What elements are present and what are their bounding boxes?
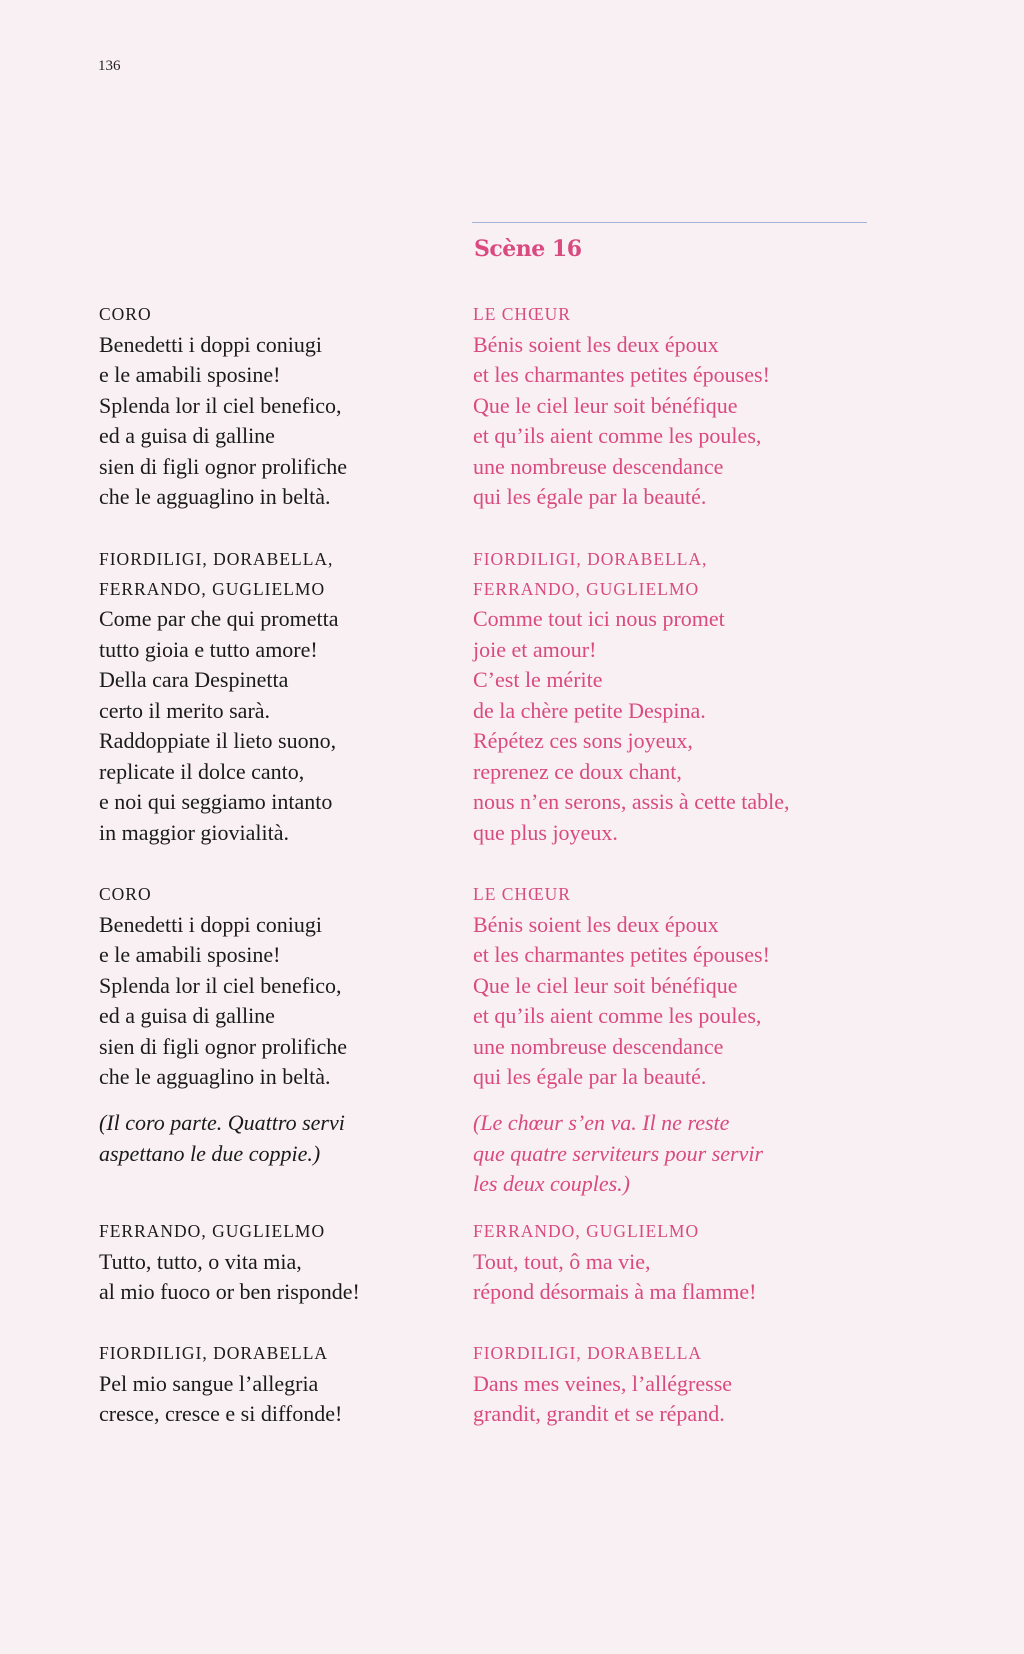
scene-title: Scène 16: [474, 236, 582, 262]
verse-line: Benedetti i doppi coniugi: [99, 911, 323, 937]
italian-chorus-block-1: [99, 300, 459, 513]
verse-line: sien di figli ognor prolifiche: [99, 453, 348, 479]
verse-line: répond désormais à ma flamme!: [473, 1279, 757, 1304]
verse-line: Que le ciel leur soit bénéfique: [473, 392, 738, 418]
verse-line: et qu’ils aient comme les poules,: [473, 423, 762, 448]
scene-divider: [472, 222, 867, 223]
french-ferrando-guglielmo-block: [473, 1217, 893, 1308]
italian-stage-direction: [99, 1108, 459, 1169]
verse-line: qui les égale par la beauté.: [473, 1064, 707, 1089]
verse-line: e noi qui seggiamo intanto: [99, 789, 333, 814]
french-quartet-block: [473, 545, 893, 848]
verse-line: Bénis soient les deux époux: [473, 331, 719, 357]
stage-line: aspettano le due coppie.): [99, 1140, 321, 1166]
verse-line: grandit, grandit et se répand.: [473, 1401, 725, 1426]
italian-chorus-block-2: [99, 880, 459, 1093]
verse-line: Tout, tout, ô ma vie,: [473, 1248, 651, 1274]
verse-line: che le agguaglino in beltà.: [99, 1064, 331, 1089]
verse-line: Pel mio sangue l’allegria: [99, 1370, 319, 1396]
verse-line: certo il merito sarà.: [99, 697, 271, 723]
verse-line: joie et amour!: [473, 636, 597, 662]
verse-line: e le amabili sposine!: [99, 942, 281, 967]
speaker-label: FIORDILIGI, DORABELLA: [99, 1343, 329, 1363]
verse-line: cresce, cresce e si diffonde!: [99, 1401, 343, 1426]
stage-line: (Le chœur s’en va. Il ne reste: [473, 1110, 730, 1135]
speaker-label-continued: FERRANDO, GUGLIELMO: [99, 578, 326, 599]
verse-line: sien di figli ognor prolifiche: [99, 1033, 348, 1059]
speaker-label: LE CHŒUR: [473, 884, 571, 904]
verse-line: Comme tout ici nous promet: [473, 606, 725, 631]
verse-line: Bénis soient les deux époux: [473, 911, 719, 937]
italian-fiordiligi-dorabella-block: [99, 1339, 459, 1430]
french-fiordiligi-dorabella-block: [473, 1339, 893, 1430]
speaker-label: CORO: [99, 304, 152, 324]
speaker-label: LE CHŒUR: [473, 304, 571, 324]
verse-line: Tutto, tutto, o vita mia,: [99, 1248, 302, 1274]
verse-line: qui les égale par la beauté.: [473, 484, 707, 509]
verse-line: Que le ciel leur soit bénéfique: [473, 972, 738, 998]
verse-line: Benedetti i doppi coniugi: [99, 331, 323, 357]
page-number: 136: [98, 58, 121, 74]
speaker-label: FIORDILIGI, DORABELLA: [473, 1343, 703, 1363]
french-chorus-block-1: [473, 300, 893, 513]
speaker-label: CORO: [99, 884, 152, 904]
verse-line: reprenez ce doux chant,: [473, 758, 682, 784]
verse-line: que plus joyeux.: [473, 819, 618, 845]
verse-line: Splenda lor il ciel benefico,: [99, 972, 342, 998]
stage-line: les deux couples.): [473, 1171, 630, 1196]
speaker-label: FERRANDO, GUGLIELMO: [473, 1221, 700, 1241]
verse-line: in maggior giovialità.: [99, 819, 290, 845]
verse-line: nous n’en serons, assis à cette table,: [473, 789, 790, 814]
italian-quartet-block: [99, 545, 459, 848]
speaker-label-continued: FERRANDO, GUGLIELMO: [473, 578, 700, 599]
verse-line: Della cara Despinetta: [99, 667, 289, 692]
verse-line: C’est le mérite: [473, 667, 603, 692]
verse-line: ed a guisa di galline: [99, 1003, 275, 1028]
verse-line: une nombreuse descendance: [473, 453, 724, 479]
verse-line: Come par che qui prometta: [99, 606, 339, 631]
french-stage-direction: [473, 1108, 893, 1200]
verse-line: Splenda lor il ciel benefico,: [99, 392, 342, 418]
speaker-label: FERRANDO, GUGLIELMO: [99, 1221, 326, 1241]
verse-line: Répétez ces sons joyeux,: [473, 728, 693, 753]
verse-line: une nombreuse descendance: [473, 1033, 724, 1059]
verse-line: tutto gioia e tutto amore!: [99, 636, 318, 662]
verse-line: replicate il dolce canto,: [99, 758, 305, 784]
verse-line: Raddoppiate il lieto suono,: [99, 728, 337, 753]
french-chorus-block-2: [473, 880, 893, 1093]
verse-line: Dans mes veines, l’allégresse: [473, 1370, 733, 1396]
verse-line: de la chère petite Despina.: [473, 697, 706, 723]
verse-line: che le agguaglino in beltà.: [99, 484, 331, 509]
verse-line: al mio fuoco or ben risponde!: [99, 1279, 360, 1304]
verse-line: e le amabili sposine!: [99, 362, 281, 387]
stage-line: que quatre serviteurs pour servir: [473, 1140, 764, 1166]
speaker-label: FIORDILIGI, DORABELLA,: [99, 549, 334, 569]
verse-line: ed a guisa di galline: [99, 423, 275, 448]
speaker-label: FIORDILIGI, DORABELLA,: [473, 549, 708, 569]
stage-line: (Il coro parte. Quattro servi: [99, 1110, 345, 1135]
verse-line: et les charmantes petites épouses!: [473, 942, 770, 967]
verse-line: et les charmantes petites épouses!: [473, 362, 770, 387]
verse-line: et qu’ils aient comme les poules,: [473, 1003, 762, 1028]
italian-ferrando-guglielmo-block: [99, 1217, 459, 1308]
